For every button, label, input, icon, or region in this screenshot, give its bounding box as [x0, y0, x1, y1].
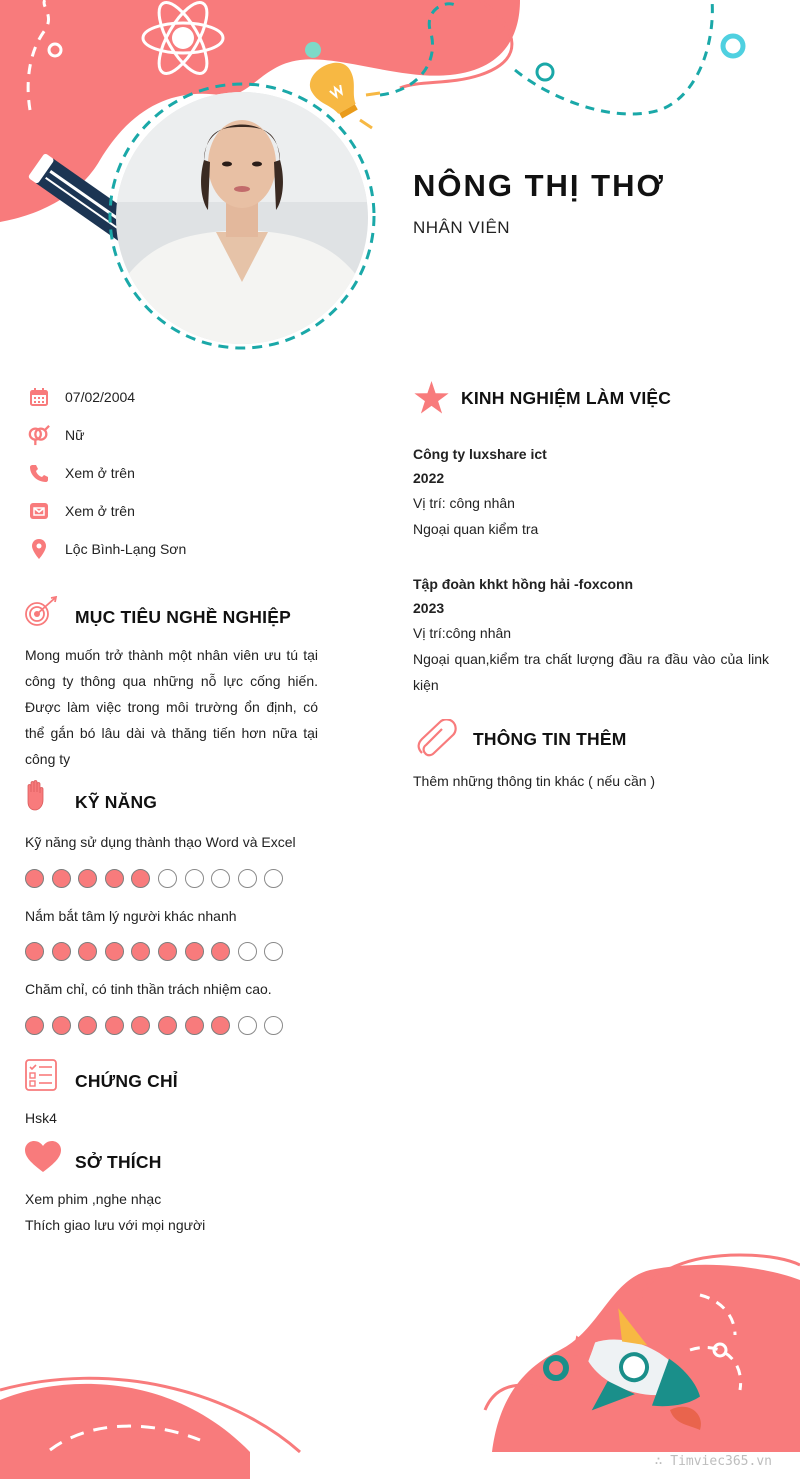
contact-gender — [28, 423, 85, 447]
rating-dot-filled — [185, 942, 204, 961]
rating-dot-filled — [78, 869, 97, 888]
email-value: Xem ở trên — [65, 503, 135, 519]
hobbies-title: SỞ THÍCH — [75, 1152, 162, 1172]
rating-dot-filled — [105, 1016, 124, 1035]
certificates-text: Hsk4 — [25, 1110, 57, 1126]
candidate-name: NÔNG THỊ THƠ — [413, 168, 665, 203]
hand-icon — [25, 780, 47, 812]
rating-dot-empty — [238, 942, 257, 961]
header-decoration — [0, 0, 800, 360]
rating-dot-filled — [105, 942, 124, 961]
skills-title: KỸ NĂNG — [75, 792, 158, 812]
objective-text: Mong muốn trở thành một nhân viên ưu tú tại công ty thông qua những nỗ lực cống hiến. Được làm việc trong môi trường ổn định, có thể gắn bó lâu dài và thăng tiến hơn nữa tại công ty — [25, 647, 318, 767]
rating-dot-empty — [264, 942, 283, 961]
job-description: Ngoại quan,kiểm tra chất lượng đầu ra đầu vào của link kiện — [413, 651, 769, 693]
star-icon — [414, 381, 449, 415]
job-role: Vị trí: công nhân — [413, 495, 515, 511]
rating-dot-filled — [25, 942, 44, 961]
gender-icon — [28, 424, 50, 446]
objective-title: MỤC TIÊU NGHỀ NGHIỆP — [75, 607, 291, 627]
rating-dot-filled — [131, 869, 150, 888]
contact-email — [28, 499, 135, 523]
footer-decoration — [0, 1240, 800, 1479]
job-company: Tập đoàn khkt hồng hải -foxconn — [413, 576, 634, 592]
target-icon — [25, 596, 59, 628]
rating-dot-filled — [52, 942, 71, 961]
gender-value: Nữ — [65, 427, 85, 443]
rating-dot-filled — [211, 1016, 230, 1035]
rating-dot-empty — [185, 869, 204, 888]
experience-title: KINH NGHIỆM LÀM VIỆC — [461, 388, 672, 408]
calendar-icon — [28, 386, 50, 408]
paperclip-icon — [416, 719, 458, 757]
job-company: Công ty luxshare ict — [413, 446, 547, 462]
extra-text: Thêm những thông tin khác ( nếu cần ) — [413, 773, 656, 789]
contact-phone — [28, 461, 135, 485]
hobby-item: Thích giao lưu với mọi người — [25, 1217, 206, 1233]
rating-dot-empty — [211, 869, 230, 888]
rating-dot-filled — [158, 942, 177, 961]
skill-rating — [25, 942, 283, 961]
job-description: Ngoại quan kiểm tra — [413, 521, 539, 537]
rating-dot-filled — [131, 1016, 150, 1035]
extra-title: THÔNG TIN THÊM — [473, 729, 627, 749]
phone-icon — [28, 462, 50, 484]
rating-dot-filled — [158, 1016, 177, 1035]
birthday-value: 07/02/2004 — [65, 389, 136, 405]
rating-dot-empty — [264, 869, 283, 888]
job-year: 2022 — [413, 470, 445, 486]
rating-dot-filled — [25, 869, 44, 888]
certificates-title: CHỨNG CHỈ — [75, 1071, 178, 1091]
rating-dot-empty — [238, 869, 257, 888]
skill-name: Kỹ năng sử dụng thành thạo Word và Excel — [25, 834, 296, 850]
checklist-icon — [25, 1059, 57, 1091]
hobby-item: Xem phim ,nghe nhạc — [25, 1191, 162, 1207]
job-year: 2023 — [413, 600, 445, 616]
skill-name: Chăm chỉ, có tinh thần trách nhiệm cao. — [25, 981, 272, 997]
rating-dot-filled — [131, 942, 150, 961]
profile-photo — [116, 92, 368, 344]
phone-value: Xem ở trên — [65, 465, 135, 481]
contact-birthday — [28, 385, 136, 409]
rating-dot-filled — [78, 942, 97, 961]
email-icon — [28, 500, 50, 522]
rating-dot-filled — [52, 1016, 71, 1035]
rating-dot-filled — [78, 1016, 97, 1035]
rating-dot-empty — [264, 1016, 283, 1035]
rating-dot-filled — [211, 942, 230, 961]
skill-rating — [25, 869, 283, 888]
rating-dot-filled — [25, 1016, 44, 1035]
rating-dot-empty — [238, 1016, 257, 1035]
job-role: Vị trí:công nhân — [413, 625, 512, 641]
avatar — [116, 92, 368, 344]
address-value: Lộc Bình-Lạng Sơn — [65, 541, 187, 557]
location-pin-icon — [28, 538, 50, 560]
rating-dot-empty — [158, 869, 177, 888]
watermark: ∴ Timviec365.vn — [654, 1454, 772, 1469]
candidate-position: NHÂN VIÊN — [413, 218, 511, 237]
rating-dot-filled — [105, 869, 124, 888]
contact-address — [28, 537, 187, 561]
heart-icon — [25, 1141, 61, 1173]
rating-dot-filled — [52, 869, 71, 888]
skill-name: Nắm bắt tâm lý người khác nhanh — [25, 908, 237, 924]
rating-dot-filled — [185, 1016, 204, 1035]
skill-rating — [25, 1016, 283, 1035]
